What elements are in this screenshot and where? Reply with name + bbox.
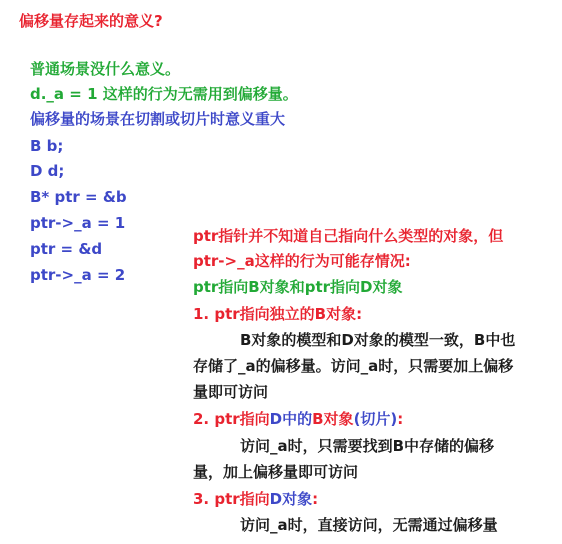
code-line: B b; — [30, 137, 64, 155]
case3-body-line: 访问_a时，直接访问，无需通过偏移量 — [240, 516, 498, 534]
case1-heading: 1. ptr指向独立的B对象: — [193, 305, 363, 323]
code-line: ptr->_a = 2 — [30, 266, 126, 284]
case3-heading — [193, 489, 318, 509]
case1-body-line: 量即可访问 — [193, 383, 269, 401]
explanation-intro-line2: ptr->_a这样的行为可能存情况: — [193, 252, 411, 270]
case2-heading-d: D中的 — [269, 410, 313, 428]
case2-heading-slice: (切片) — [353, 410, 398, 428]
case2-heading-suffix: : — [397, 410, 404, 428]
case2-heading — [193, 409, 403, 429]
case2-heading-prefix: 2. ptr指向 — [193, 410, 270, 428]
note-line-meaningless: 普通场景没什么意义。 — [30, 60, 181, 78]
case3-heading-d: D对象 — [269, 490, 313, 508]
page-title: 偏移量存起来的意义? — [19, 12, 163, 30]
case2-body-line: 量，加上偏移量即可访问 — [193, 463, 359, 481]
note-line-no-offset-needed: d._a = 1 这样的行为无需用到偏移量。 — [30, 85, 298, 103]
case3-heading-prefix: 3. ptr指向 — [193, 490, 270, 508]
code-line: B* ptr = &b — [30, 188, 127, 206]
case2-heading-b: B对象 — [312, 410, 354, 428]
case1-body-line: B对象的模型和D对象的模型一致，B中也 — [240, 331, 516, 349]
explanation-intro-line1: ptr指针并不知道自己指向什么类型的对象，但 — [193, 227, 504, 245]
code-line: ptr = &d — [30, 240, 103, 258]
cases-summary: ptr指向B对象和ptr指向D对象 — [193, 278, 403, 296]
case1-body-line: 存储了_a的偏移量。访问_a时，只需要加上偏移 — [193, 357, 514, 375]
code-line: ptr->_a = 1 — [30, 214, 126, 232]
case3-heading-suffix: : — [312, 490, 319, 508]
code-line: D d; — [30, 162, 65, 180]
case2-body-line: 访问_a时，只需要找到B中存储的偏移 — [240, 437, 495, 455]
note-line-slice-importance: 偏移量的场景在切割或切片时意义重大 — [30, 110, 286, 128]
